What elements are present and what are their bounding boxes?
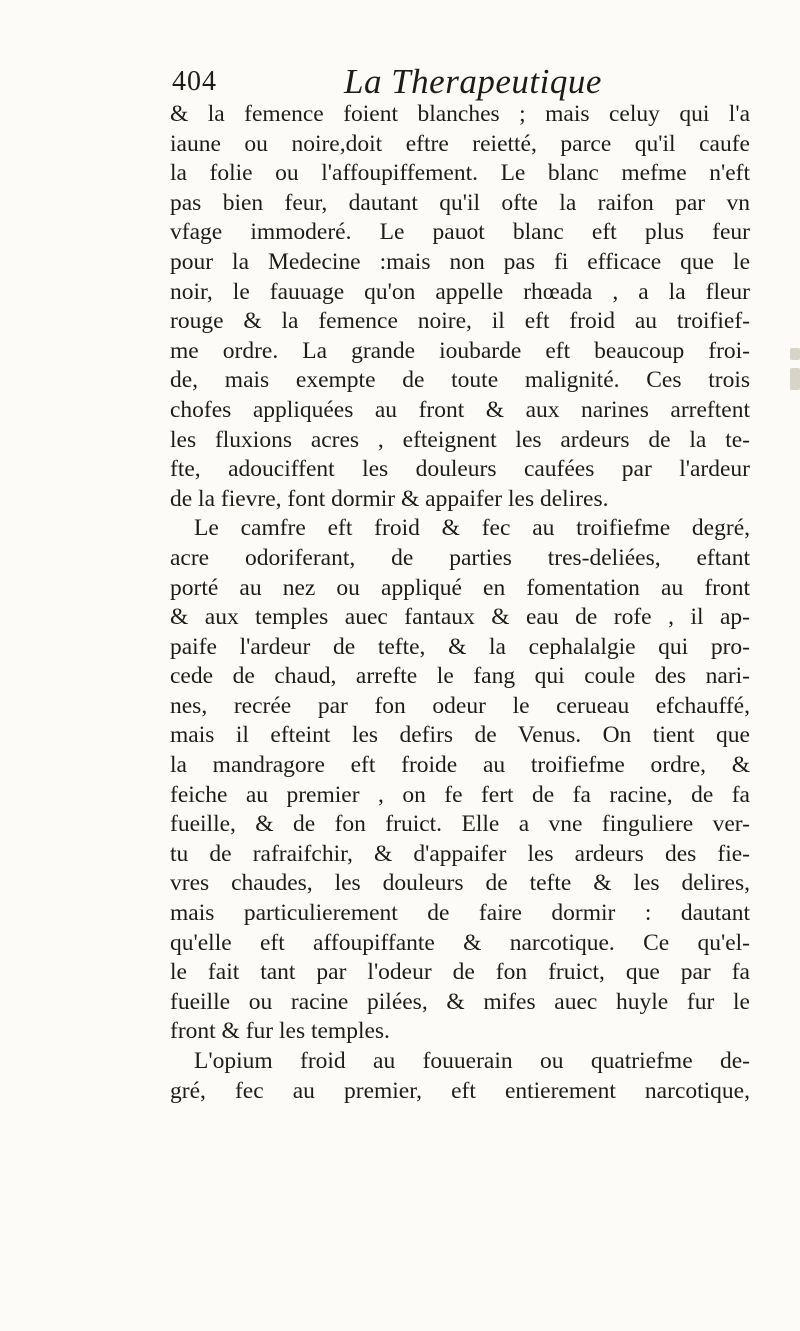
body-text: [170, 100, 750, 1106]
text-line: paife l'ardeur de tefte, & la cephalalgie qui pro-: [170, 633, 750, 660]
text-line: cede de chaud, arrefte le fang qui coule des nari-: [170, 663, 750, 690]
running-title: La Therapeutique: [344, 62, 602, 101]
text-line: mais particulierement de faire dormir : dautant: [170, 900, 750, 927]
text-line: chofes appliquées au front & aux narines arreftent: [170, 396, 750, 423]
page-number: 404: [172, 66, 217, 97]
text-line: de, mais exempte de toute malignité. Ces trois: [170, 367, 750, 394]
page-stain-mark: [790, 348, 800, 360]
text-line: Le camfre eft froid & fec au troifiefme degré,: [194, 515, 750, 542]
text-line: de la fievre, font dormir & appaifer les delires.: [170, 485, 609, 512]
text-line: feiche au premier , on fe fert de fa racine, de fa: [170, 781, 750, 808]
text-line: acre odoriferant, de parties tres-deliées, eftant: [170, 544, 750, 571]
text-line: le fait tant par l'odeur de fon fruict, que par fa: [170, 959, 750, 986]
text-line: la mandragore eft froide au troifiefme ordre, &: [170, 752, 750, 779]
text-line: rouge & la femence noire, il eft froid au troifief-: [170, 308, 750, 335]
text-line: vfage immoderé. Le pauot blanc eft plus feur: [170, 219, 750, 246]
text-line: & la femence foient blanches ; mais celuy qui l'a: [170, 101, 750, 127]
page-header: [166, 62, 726, 102]
text-line: vres chaudes, les douleurs de tefte & les delires,: [170, 870, 750, 897]
text-line: la folie ou l'affoupiffement. Le blanc mefme n'eft: [170, 160, 750, 187]
page-stain-mark: [790, 368, 800, 390]
text-line: pour la Medecine :mais non pas fi efficace que le: [170, 248, 750, 275]
text-line: fueille ou racine pilées, & mifes auec huyle fur le: [170, 988, 750, 1015]
text-line: les fluxions acres , efteignent les ardeurs de la te-: [170, 426, 750, 453]
text-line: me ordre. La grande ioubarde eft beaucoup froi-: [170, 337, 750, 364]
text-line: pas bien feur, dautant qu'il ofte la raifon par vn: [170, 189, 750, 216]
text-line: porté au nez ou appliqué en fomentation au front: [170, 574, 750, 601]
text-line: & aux temples auec fantaux & eau de rofe , il ap-: [170, 604, 750, 631]
text-line: tu de rafraifchir, & d'appaifer les ardeurs des fie-: [170, 840, 750, 867]
text-line: mais il efteint les defirs de Venus. On tient que: [170, 722, 750, 749]
text-line: noir, le fauuage qu'on appelle rhœada , a la fleur: [170, 278, 750, 305]
text-line: iaune ou noire,doit eftre reietté, parce qu'il caufe: [170, 130, 750, 157]
text-line: front & fur les temples.: [170, 1018, 390, 1045]
text-line: nes, recrée par fon odeur le cerueau efchauffé,: [170, 692, 750, 719]
text-line: fueille, & de fon fruict. Elle a vne finguliere ver-: [170, 811, 750, 838]
text-line: gré, fec au premier, eft entierement narcotique,: [170, 1077, 750, 1104]
text-line: qu'elle eft affoupiffante & narcotique. Ce qu'el-: [170, 929, 750, 956]
text-line: fte, adouciffent les douleurs caufées par l'ardeur: [170, 456, 750, 483]
text-line: L'opium froid au fouuerain ou quatriefme de-: [194, 1048, 750, 1074]
